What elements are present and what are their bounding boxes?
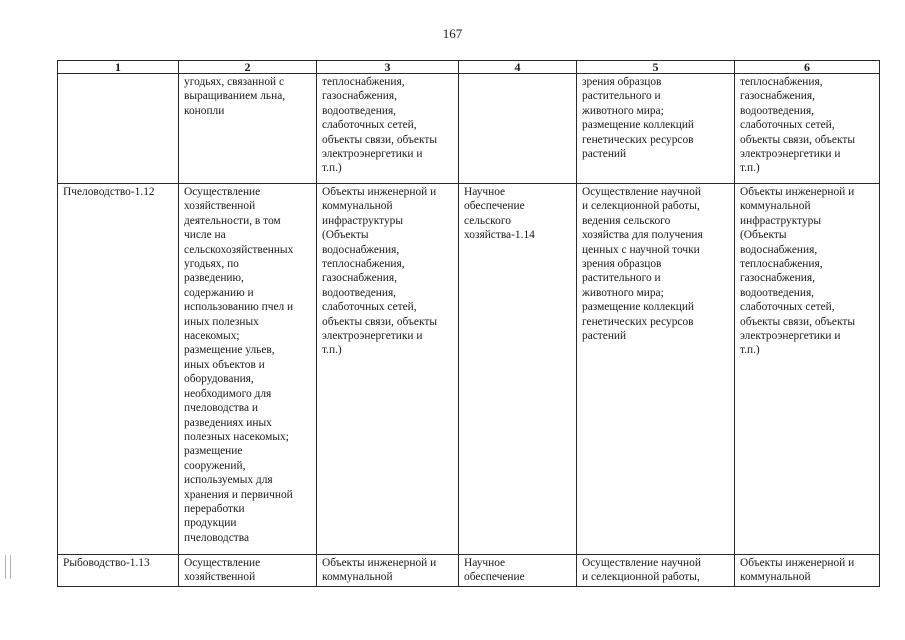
cell-text: Научное обеспечение сельского хозяйства-1.14 bbox=[464, 186, 535, 242]
table-cell bbox=[58, 555, 179, 587]
column-header: 6 bbox=[735, 61, 880, 74]
column-header: 3 bbox=[317, 61, 459, 74]
cell-text: Осуществление хозяйственной деятельности, в том числе на сельскохозяйственных угодьях, по разведению, содержанию и использованию пчел и иных полезных насекомых; размещение ульев, иных объектов и оборудования, необходимого для пчеловодства и разведениях иных полезных насекомых; размещение сооружений, используемых для хранения и первичной переработки продукции пчеловодства bbox=[184, 186, 294, 544]
cell-text: Объекты инженерной и коммунальной bbox=[740, 557, 855, 584]
column-header: 4 bbox=[459, 61, 577, 74]
table-cell bbox=[459, 74, 577, 184]
table-cell bbox=[179, 74, 317, 184]
table-cell bbox=[317, 74, 459, 184]
table-cell bbox=[735, 74, 880, 184]
table-cell bbox=[58, 184, 179, 555]
column-header: 1 bbox=[58, 61, 179, 74]
table-cell bbox=[459, 555, 577, 587]
cell-text: Объекты инженерной и коммунальной bbox=[322, 557, 437, 584]
table-row bbox=[58, 74, 880, 184]
table-row bbox=[58, 555, 880, 587]
table-cell bbox=[735, 184, 880, 555]
table-cell bbox=[317, 555, 459, 587]
table-cell bbox=[577, 555, 735, 587]
table-cell bbox=[317, 184, 459, 555]
cell-text: Научное обеспечение bbox=[464, 557, 525, 584]
cell-text: Рыбоводство-1.13 bbox=[63, 557, 150, 569]
cell-text: Объекты инженерной и коммунальной инфраструктуры (Объекты водоснабжения, теплоснабжения, газоснабжения, водоотведения, слаботочных сетей, объекты связи, объекты электроэнергетики и т.п.) bbox=[322, 186, 437, 357]
table-row bbox=[58, 184, 880, 555]
table-cell bbox=[577, 74, 735, 184]
cell-text: теплоснабжения, газоснабжения, водоотведения, слаботочных сетей, объекты связи, объекты электроэнергетики и т.п.) bbox=[740, 76, 855, 175]
cell-text: Осуществление научной и селекционной работы, ведения сельского хозяйства для получения ценных с научной точки зрения образцов растительного и животного мира; размещение коллекций генетических ресурсов растений bbox=[582, 186, 703, 343]
cell-text: Пчеловодство-1.12 bbox=[63, 186, 155, 198]
cell-text: Объекты инженерной и коммунальной инфраструктуры (Объекты водоснабжения, теплоснабжения, газоснабжения, водоотведения, слаботочных сетей, объекты связи, объекты электроэнергетики и т.п.) bbox=[740, 186, 855, 357]
cell-text: угодьях, связанной с выращиванием льна, конопли bbox=[184, 76, 286, 117]
table-cell bbox=[577, 184, 735, 555]
cell-text: зрения образцов растительного и животного мира; размещение коллекций генетических ресурсов растений bbox=[582, 76, 695, 161]
table-cell bbox=[58, 74, 179, 184]
table-cell bbox=[179, 555, 317, 587]
land-use-table bbox=[57, 60, 880, 587]
page-number: 167 bbox=[442, 26, 463, 41]
table-cell bbox=[735, 555, 880, 587]
cell-text: Осуществление хозяйственной bbox=[184, 557, 261, 584]
table-cell bbox=[179, 184, 317, 555]
table-header-row bbox=[58, 61, 880, 74]
column-header: 5 bbox=[577, 61, 735, 74]
cell-text: Осуществление научной и селекционной работы, bbox=[582, 557, 701, 584]
cell-text: теплоснабжения, газоснабжения, водоотведения, слаботочных сетей, объекты связи, объекты электроэнергетики и т.п.) bbox=[322, 76, 437, 175]
column-header: 2 bbox=[179, 61, 317, 74]
scan-edge-mark bbox=[5, 555, 11, 579]
table-cell bbox=[459, 184, 577, 555]
